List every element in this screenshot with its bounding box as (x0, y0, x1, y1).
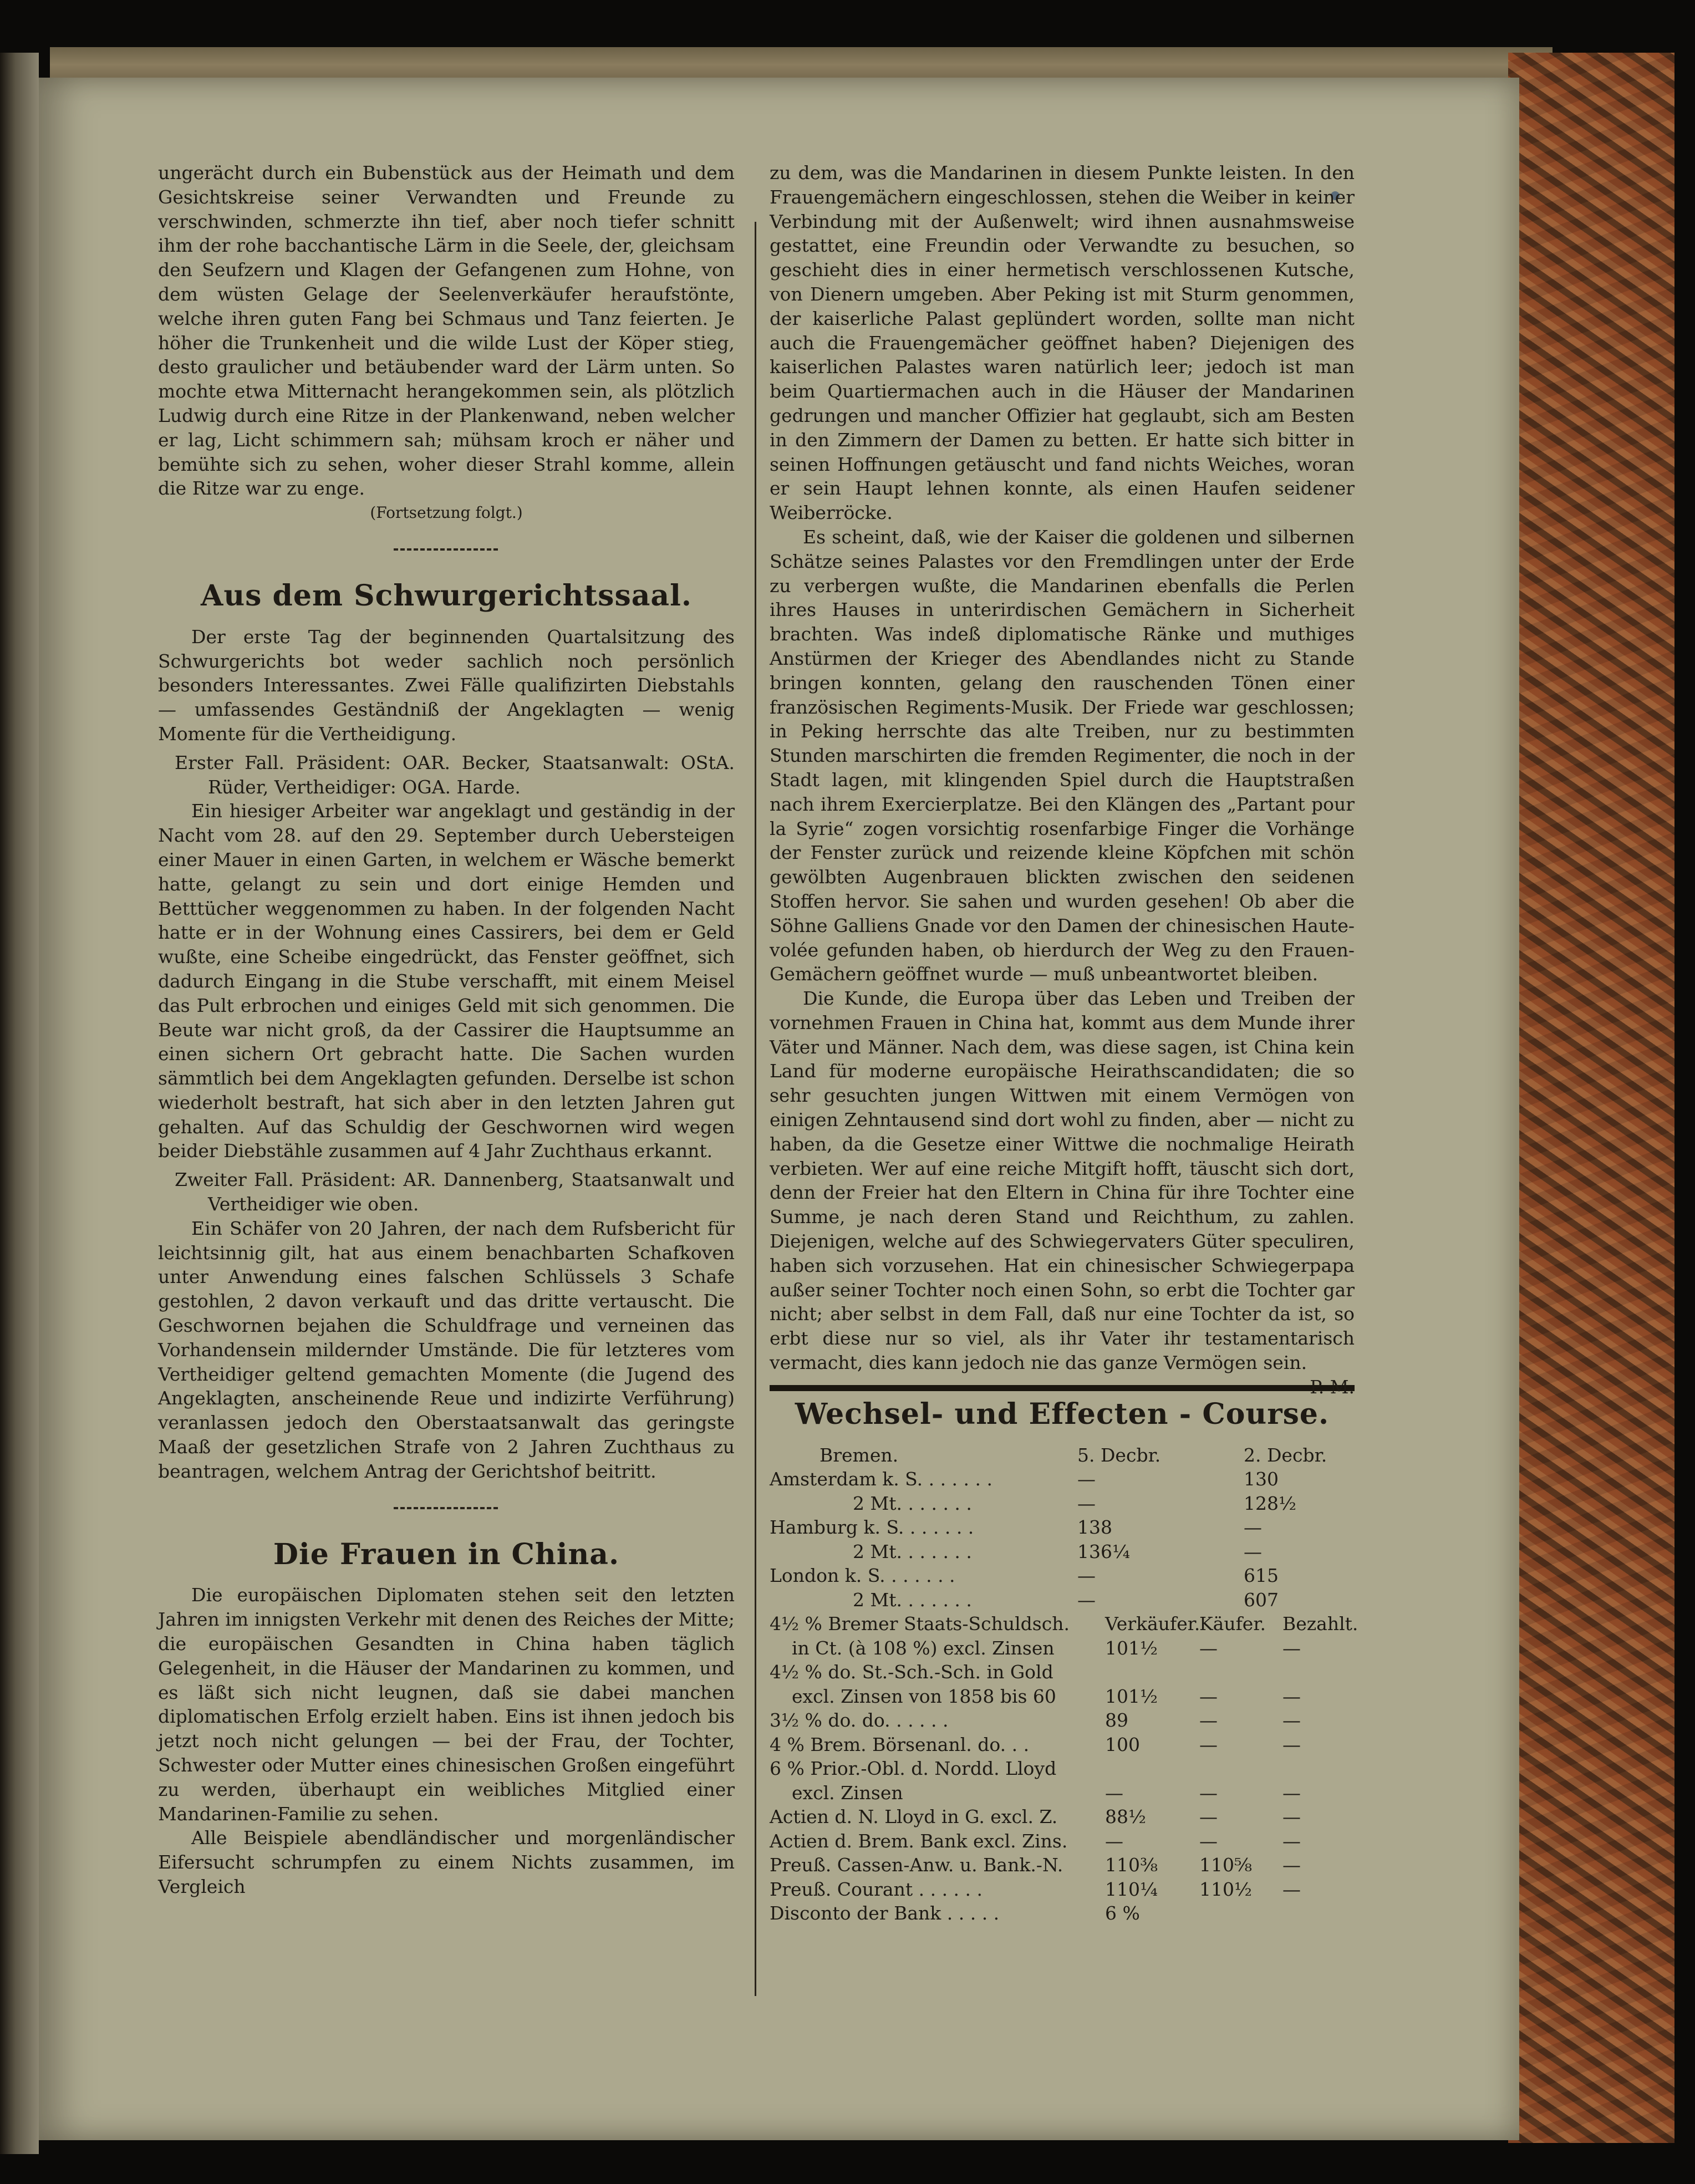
case2-text: Ein Schäfer von 20 Jahren, der nach dem Rufsbericht für leichtsinnig gilt, hat aus einem benachbarten Schafkoven unter Anwendung eines falschen Schlüssels 3 Schafe gestohlen, 2 davon verkauft und das dritte vertauscht. Die Geschwornen bejahen die Schuldfrage und verneinen das Vorhandensein mildernder Umstände. Die für letzteres vom Vertheidiger geltend gemachten Momente (die Jugend des Angeklagten, anscheinende Reue und indizirte Verführung) veranlassen jedoch den Oberstaatsanwalt das geringste Maaß der gesetzlichen Strafe von 2 Jahren Zuchthaus zu beantragen, welchem Antrag der Gerichtshof beitritt. (158, 1217, 735, 1482)
china-paragraph-2: Alle Beispiele abendländischer und morgenländischer Eifersucht schrumpfen zu einem Nichts zusammen, im Vergleich (158, 1827, 735, 1897)
securities-label: 4 % Brem. Börsenanl. do. . . (770, 1733, 1030, 1755)
paid-value: — (1282, 1854, 1301, 1876)
continuation-note: (Fortsetzung folgt.) (370, 503, 523, 522)
exchange-rate-1: 136¼ (1077, 1540, 1130, 1562)
marbled-book-edge (1508, 53, 1674, 2143)
securities-label: Disconto der Bank . . . . . (770, 1902, 1000, 1925)
seller-value: 110⅜ (1105, 1854, 1158, 1876)
securities-row (770, 1660, 1355, 1684)
seller-value: 6 % (1105, 1902, 1140, 1925)
exchange-rate-2: — (1244, 1540, 1262, 1562)
exchange-row (770, 1491, 1355, 1516)
seller-value: 101½ (1105, 1637, 1158, 1659)
rates-date-1: 5. Decbr. (1077, 1444, 1161, 1466)
exchange-row (770, 1564, 1355, 1588)
buyer-value (1199, 1901, 1282, 1926)
seller-value: 100 (1105, 1733, 1140, 1755)
exchange-rate-2: 607 (1244, 1589, 1279, 1611)
section-title-china: Die Frauen in China. (273, 1537, 620, 1571)
ornamental-divider (394, 548, 499, 551)
securities-row (770, 1684, 1355, 1709)
securities-row (770, 1877, 1355, 1902)
rates-place: Bremen. (819, 1444, 899, 1466)
exchange-rate-2: — (1244, 1516, 1262, 1539)
col-seller: Verkäufer. (1105, 1613, 1200, 1635)
securities-row (770, 1781, 1355, 1805)
securities-label: 4½ % do. St.-Sch.-Sch. in Gold (770, 1661, 1053, 1683)
exchange-label: Amsterdam k. S. . . . . . . (770, 1468, 992, 1490)
column-rule (755, 222, 756, 1996)
securities-row (770, 1636, 1355, 1661)
securities-row (770, 1853, 1355, 1877)
rates-date-2: 2. Decbr. (1244, 1444, 1327, 1466)
securities-label: Preuß. Cassen-Anw. u. Bank.-N. (770, 1854, 1063, 1876)
paid-value (1282, 1901, 1355, 1926)
exchange-rate-1: — (1077, 1565, 1096, 1587)
securities-row (770, 1708, 1355, 1733)
buyer-value (1199, 1757, 1282, 1781)
exchange-rate-1: — (1077, 1589, 1096, 1611)
securities-row (770, 1805, 1355, 1829)
exchange-label: London k. S. . . . . . . (770, 1565, 955, 1587)
paid-value (1282, 1757, 1355, 1781)
securities-label: in Ct. (à 108 %) excl. Zinsen (792, 1637, 1055, 1659)
paid-value: — (1282, 1830, 1301, 1852)
book-binding-left (0, 53, 39, 2154)
case1-header: Erster Fall. Präsident: OAR. Becker, Staatsanwalt: OStA. Rüder, Vertheidiger: OGA. Harde. (175, 751, 735, 798)
securities-label: excl. Zinsen (792, 1781, 903, 1804)
paid-value: — (1282, 1806, 1301, 1828)
section-title-court: Aus dem Schwurgerichtssaal. (201, 578, 692, 613)
exchange-rate-1: — (1077, 1492, 1096, 1514)
securities-label: 3½ % do. do. . . . . . (770, 1709, 949, 1732)
exchange-row (770, 1467, 1355, 1491)
seller-value: 88½ (1105, 1806, 1146, 1828)
exchange-label: Hamburg k. S. . . . . . . (770, 1516, 974, 1539)
paid-value: — (1282, 1685, 1301, 1707)
col-paid: Bezahlt. (1282, 1613, 1358, 1635)
seller-value: — (1105, 1830, 1123, 1852)
story-paragraph: ungerächt durch ein Bubenstück aus der Heimath und dem Gesichtskreise seiner Verwandten und Freunde zu verschwinden, schmerzte ihn tief, aber noch tiefer schnitt ihm der rohe bacchantische Lärm in die Seele, der, gleichsam den Seufzern und Klagen der Gefangenen zum Hohne, von dem wüsten Gelage der Seelenverkäufer heraufstönte, welche ihren guten Fang bei Schmaus und Tanz feierten. Je höher die Trunkenheit und die wilde Lust der Köper stieg, desto graulicher und betäubender ward der Lärm unten. So mochte etwa Mitternacht herangekommen sein, als plötzlich Ludwig durch eine Ritze in der Plankenwand, neben welcher er lag, Licht schimmern sah; mühsam kroch er näher und bemühte sich zu sehen, woher dieser Strahl komme, allein die Ritze war zu enge. (158, 162, 735, 500)
china-paragraph-5-text: Die Kunde, die Europa über das Leben und Treiben der vornehmen Frauen in China hat, kommt aus dem Munde ihrer Väter und Männer. Nach dem, was diese sagen, ist China kein Land für moderne europäische Heirathscandidaten; die so sehr gesuchten jungen Wittwen mit einem Vermögen von einigen Zehntausend sind dort wohl zu finden, aber — nicht zu haben, da die Gesetze einer Wittwe die nochmalige Heirath verbieten. Wer auf eine reiche Mitgift hofft, täuscht sich dort, denn der Freier hat den Eltern in China für ihre Tochter eine Summe, je nach deren Stand und Reichthum, zu zahlen. Diejenigen, welche auf des Schwiegervaters Güter speculiren, haben sich vorzusehen. Hat ein chinesischer Schwiegerpapa außer seiner Tochter noch einen Sohn, so erbt die Tochter gar nicht; aber selbst in dem Fall, daß nur eine Tochter da ist, so erbt diese nur so viel, als ihr Vater ihr testamentarisch vermacht, dies kann jedoch nie das ganze Vermögen sein. (770, 987, 1355, 1374)
china-paragraph-3: zu dem, was die Mandarinen in diesem Punkte leisten. In den Frauengemächern eingeschlossen, stehen die Weiber in keiner Verbindung mit der Außenwelt; wird ihnen ausnahmsweise gestattet, eine Freundin oder Verwandte zu besuchen, so geschieht dies in einer hermetisch verschlossenen Kutsche, von Dienern umgeben. Aber Peking ist mit Sturm genommen, der kaiserliche Palast geplündert worden, sollte man nicht auch die Frauengemächer geöffnet haben? Diejenigen des kaiserlichen Palastes waren natürlich leer; jedoch ist man beim Quartiermachen auch in die Häuser der Mandarinen gedrungen und mancher Offizier hat geglaubt, sich am Besten in den Zimmern der Damen zu betten. Er hatte sich bitter in seinen Hoffnungen getäuscht und fand nichts Weiches, woran er sein Haupt lehnen konnte, als einen Haufen seidener Weiberröcke. (770, 162, 1355, 524)
case1-text: Ein hiesiger Arbeiter war angeklagt und geständig in der Nacht vom 28. auf den 29. September durch Uebersteigen einer Mauer in einen Garten, in welchem er Wäsche bemerkt hatte, gelangt zu sein und dort einige Hemden und Betttücher weggenommen zu haben. In der folgenden Nacht hatte er in der Wohnung eines Cassirers, bei dem er Geld wußte, eine Scheibe eingedrückt, das Fenster geöffnet, sich dadurch Eingang in die Stube verschafft, mit einem Meisel das Pult erbrochen und einiges Geld mit sich genommen. Die Beute war nicht groß, da der Cassirer die Hauptsumme an einen sichern Ort gebracht hatte. Die Sachen wurden sämmtlich bei dem Angeklagten gefunden. Derselbe ist schon wiederholt bestraft, hat sich aber in den letzten Jahren gut gehalten. Auf das Schuldig der Geschwornen wird wegen beider Diebstähle zusammen auf 4 Jahr Zuchthaus erkannt. (158, 800, 735, 1162)
china-paragraph-4: Es scheint, daß, wie der Kaiser die goldenen und silbernen Schätze seines Palastes vor den Fremdlingen unter der Erde zu verbergen wußte, die Mandarinen ebenfalls die Perlen ihres Hauses in unterirdischen Gemächern in Sicherheit brachten. Was indeß diplomatische Ränke und muthiges Anstürmen der Krieger des Abendlandes nicht zu Stande bringen konnten, gelang den rauschenden Tönen einer französischen Regiments-Musik. Der Friede war geschlossen; in Peking herrschte das alte Treiben, nur zu bestimmten Stunden marschirten die fremden Regimenter, die noch in der Stadt lagen, mit klingenden Spiel durch die Hauptstraßen nach ihrem Exercierplatze. Bei den Klängen des „Partant pour la Syrie“ zogen vorsichtig rosenfarbige Finger die Vorhänge der Fenster zurück und reizende kleine Köpfchen mit schön gewölbten Augenbrauen blickten zwischen den seidenen Stoffen hervor. Sie sahen und wurden gesehen! Ob aber die Söhne Galliens Gnade vor den Damen der chinesischen Haute-volée gefunden haben, ob hierdurch der Weg zu den Frauen-Gemächern geöffnet wurde — muß unbeantwortet bleiben. (770, 526, 1355, 985)
right-column (770, 161, 1358, 1926)
exchange-label: 2 Mt. . . . . . . (853, 1492, 972, 1514)
seller-value (1105, 1660, 1199, 1684)
seller-value: — (1105, 1781, 1123, 1804)
seller-value: 101½ (1105, 1685, 1158, 1707)
securities-row (770, 1757, 1355, 1781)
seller-value: 89 (1105, 1709, 1128, 1732)
court-intro: Der erste Tag der beginnenden Quartalsitzung des Schwurgerichts bot weder sachlich noch persönlich besonders Interessantes. Zwei Fälle qualifizirten Diebstahls — umfassendes Geständniß der Angeklagten — wenig Momente für die Vertheidigung. (158, 625, 735, 745)
exchange-rate-2: 128½ (1244, 1492, 1296, 1514)
securities-label: excl. Zinsen von 1858 bis 60 (792, 1685, 1056, 1707)
case2-header: Zweiter Fall. Präsident: AR. Dannenberg, Staatsanwalt und Vertheidiger wie oben. (175, 1169, 735, 1215)
left-column (158, 161, 735, 1899)
buyer-value: 110⅝ (1199, 1854, 1252, 1876)
buyer-value: 110½ (1199, 1878, 1252, 1900)
newspaper-page (39, 78, 1519, 2140)
author-signature: P. M. (1310, 1376, 1355, 1398)
seller-value (1105, 1757, 1199, 1781)
paid-value: — (1282, 1878, 1301, 1900)
buyer-value: — (1199, 1733, 1218, 1755)
buyer-value (1199, 1660, 1282, 1684)
exchange-rate-1: 138 (1077, 1516, 1112, 1539)
buyer-value: — (1199, 1830, 1218, 1852)
china-paragraph-1: Die europäischen Diplomaten stehen seit den letzten Jahren im innigsten Verkehr mit denen des Reiches der Mitte; die europäischen Gesandten in China haben täglich Gelegenheit, in die Häuser der Mandarinen zu kommen, und es läßt sich nicht leugnen, daß sie dabei manchen diplomatischen Erfolg erzielt haben. Eins ist ihnen jedoch bis jetzt noch nicht gelungen — bei der Frau, der Tochter, Schwester oder Mutter eines chinesischen Großen eingeführt zu werden, überhaupt ein weibliches Mitglied einer Mandarinen-Familie zu sehen. (158, 1584, 735, 1825)
securities-header-label: 4½ % Bremer Staats-Schuldsch. (770, 1613, 1070, 1635)
securities-label: Preuß. Courant . . . . . . (770, 1878, 983, 1900)
rates-title: Wechsel- und Effecten - Course. (795, 1397, 1330, 1431)
col-buyer: Käufer. (1199, 1613, 1266, 1635)
securities-row (770, 1829, 1355, 1854)
exchange-rows (770, 1467, 1355, 1612)
securities-label: Actien d. N. Lloyd in G. excl. Z. (770, 1806, 1058, 1828)
rates-header (770, 1443, 1355, 1468)
securities-label: 6 % Prior.-Obl. d. Nordd. Lloyd (770, 1758, 1057, 1780)
exchange-rate-2: 615 (1244, 1565, 1279, 1587)
buyer-value: — (1199, 1781, 1218, 1804)
securities-row (770, 1901, 1355, 1926)
paid-value: — (1282, 1709, 1301, 1732)
paid-value: — (1282, 1733, 1301, 1755)
buyer-value: — (1199, 1806, 1218, 1828)
paid-value (1282, 1660, 1355, 1684)
exchange-row (770, 1515, 1355, 1540)
paid-value: — (1282, 1781, 1301, 1804)
exchange-label: 2 Mt. . . . . . . (853, 1589, 972, 1611)
exchange-rate-1: — (1077, 1468, 1096, 1490)
securities-rows (770, 1636, 1355, 1926)
seller-value: 110¼ (1105, 1878, 1158, 1900)
paid-value: — (1282, 1637, 1301, 1659)
exchange-row (770, 1588, 1355, 1612)
securities-label: Actien d. Brem. Bank excl. Zins. (770, 1830, 1068, 1852)
china-paragraph-5 (770, 986, 1355, 1398)
exchange-label: 2 Mt. . . . . . . (853, 1540, 972, 1562)
exchange-row (770, 1540, 1355, 1564)
securities-row (770, 1733, 1355, 1757)
rates-table (770, 1443, 1358, 1926)
buyer-value: — (1199, 1685, 1218, 1707)
exchange-rate-2: 130 (1244, 1468, 1279, 1490)
buyer-value: — (1199, 1709, 1218, 1732)
ornamental-divider-2 (394, 1507, 499, 1509)
buyer-value: — (1199, 1637, 1218, 1659)
securities-header (770, 1612, 1358, 1636)
